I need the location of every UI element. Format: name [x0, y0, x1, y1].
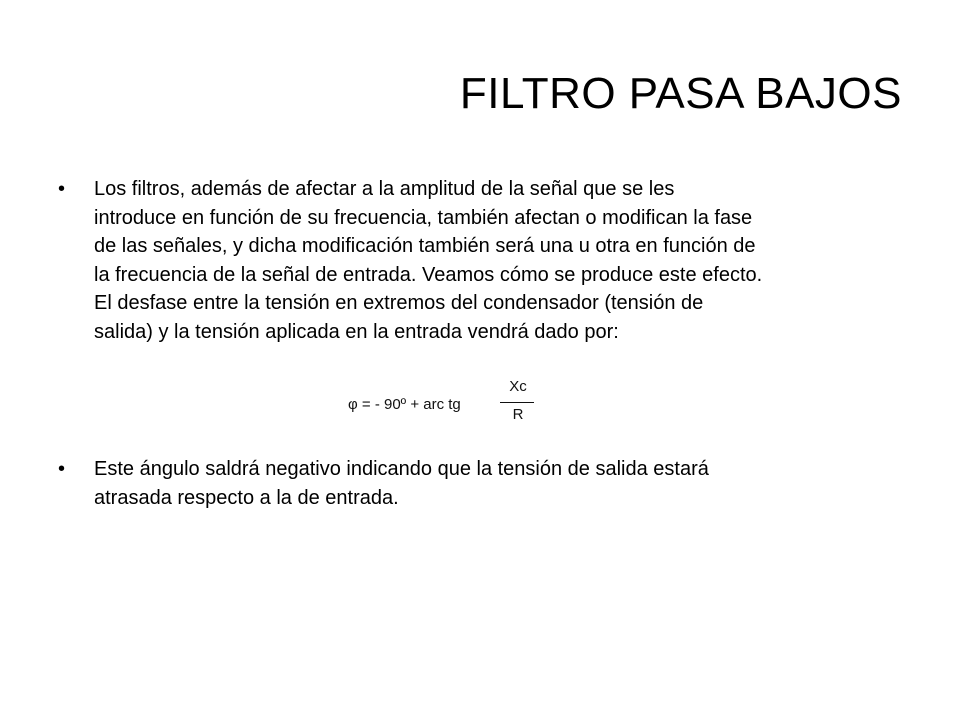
paragraph-line: introduce en función de su frecuencia, también afectan o modifican la fase: [94, 206, 753, 229]
fraction-bar: [500, 402, 534, 403]
paragraph-line: de las señales, y dicha modificación también será una u otra en función de: [94, 235, 756, 257]
formula-denominator: R: [512, 406, 524, 423]
formula-lhs: φ = - 90º + arc tg: [348, 396, 461, 413]
paragraph-line: Los filtros, además de afectar a la amplitud de la señal que se les: [94, 178, 675, 200]
phase-formula: [348, 378, 538, 430]
paragraph-line: salida) y la tensión aplicada en la entrada vendrá dado por:: [94, 320, 619, 343]
slide-title: FILTRO PASA BAJOS: [459, 69, 902, 118]
bullet-marker: •: [58, 458, 66, 480]
bullet-paragraph-2: [94, 455, 924, 512]
paragraph-line: El desfase entre la tensión en extremos del condensador (tensión de: [94, 292, 704, 314]
bullet-marker: •: [58, 178, 66, 200]
paragraph-line: Este ángulo saldrá negativo indicando que la tensión de salida estará: [94, 458, 709, 480]
formula-numerator: Xc: [509, 378, 527, 395]
paragraph-line: la frecuencia de la señal de entrada. Veamos cómo se produce este efecto.: [94, 263, 763, 286]
bullet-paragraph-1: [94, 175, 924, 346]
paragraph-line: atrasada respecto a la de entrada.: [94, 486, 399, 509]
